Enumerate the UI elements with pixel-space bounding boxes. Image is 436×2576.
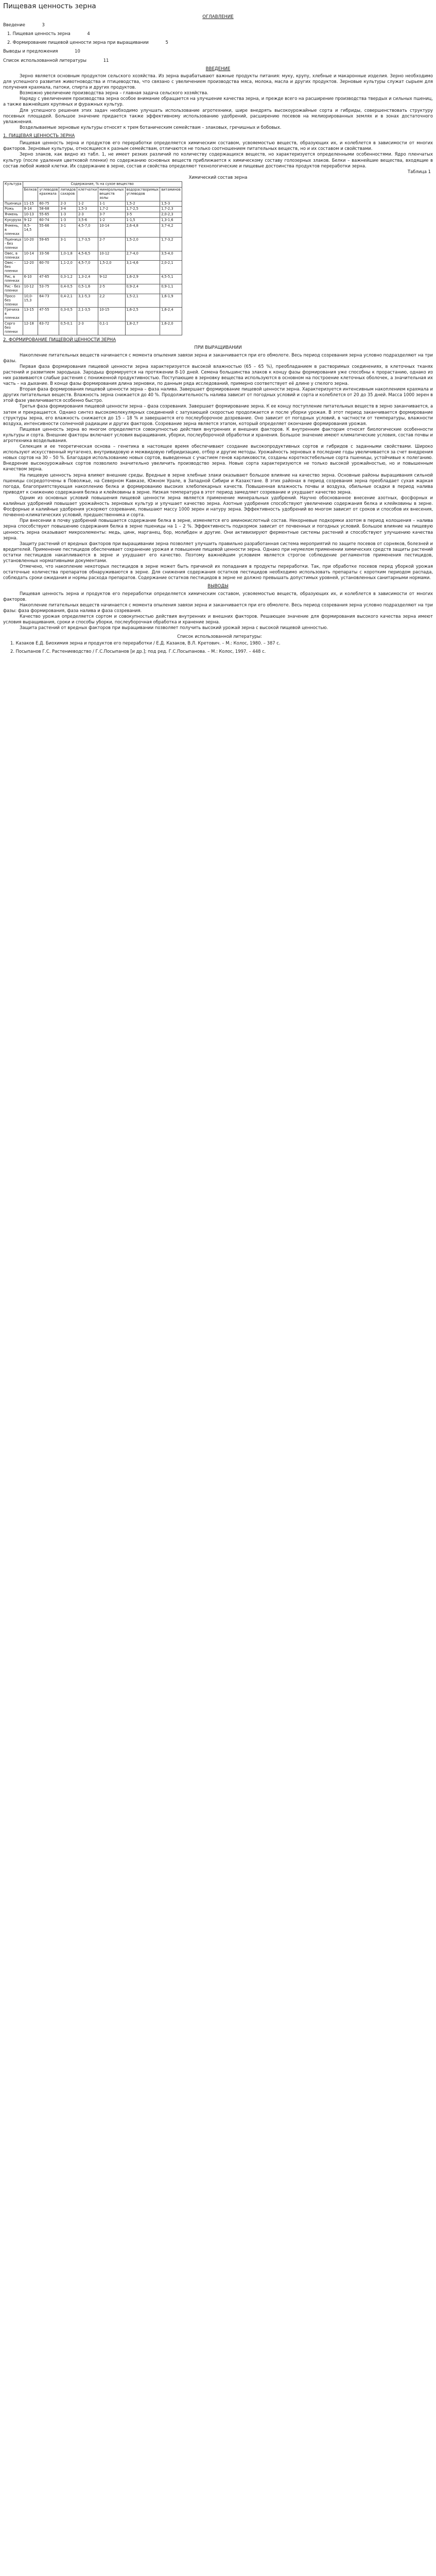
table-caption: Химический состав зерна <box>188 174 248 180</box>
table-cell: 10-20 <box>23 237 38 251</box>
table-cell: 0,9-1,1 <box>160 284 182 294</box>
table-cell: Рожь <box>4 207 23 212</box>
table-cell: Пшеница - без пленки <box>4 237 23 251</box>
table-cell: 2-5 <box>98 284 125 294</box>
table-header-cell: водорастворимых углеводов <box>125 187 160 201</box>
table-label: Таблица 1 <box>407 168 431 174</box>
table-cell: 2-3 <box>77 212 98 218</box>
table-cell: 60-75 <box>38 201 59 207</box>
section-2-body <box>0 352 436 581</box>
table-cell: 2,1-3,5 <box>77 308 98 321</box>
table-cell: 58-68 <box>38 207 59 212</box>
table-cell: 33-56 <box>38 251 59 261</box>
table-cell: 1-2 <box>77 201 98 207</box>
table-cell: 0,5-0,1 <box>59 321 77 335</box>
table-cell: 6-10 <box>23 275 38 284</box>
table-cell: 8-14 <box>23 207 38 212</box>
table-cell: 0,3-1,2 <box>59 275 77 284</box>
table-row <box>4 224 182 238</box>
table-cell: 0,1-1 <box>98 321 125 335</box>
section-2-subheading: ПРИ ВЫРАЩИВАНИИ <box>194 345 242 351</box>
table-cell: 4,5-7,0 <box>77 224 98 238</box>
section-2-paragraph: Одним из основных условий повышения пищевой ценности зерна является применение минеральных удобрений. Научно обоснованное внесение азотных, фосфорных и калийных удобрений повышает урожайность зерновых культур и улучшает качество зерна. Азотные удобрения способствуют увеличению содержания белка и клейковины в зерне. Фосфорные и калийные удобрения ускоряют созревание, повышают массу 1000 зерен и натуру зерна. Эффективность удобрений во многом зависит от сроков и способов их внесения, почвенно-климатических условий, предшественника и сорта. <box>3 495 433 518</box>
conclusions-paragraph: Накопление питательных веществ начинается с момента опыления завязи зерна и заканчивается при его обмолоте. Весь период созревания зерна условно подразделяют на три фазы: фаза формирования, фаза налива и фаза созревания. <box>3 602 433 613</box>
table-cell: 3-5 <box>125 212 160 218</box>
table-cell: 4,5-7,0 <box>77 261 98 275</box>
toc-item-label: Список использованной литературы <box>3 57 87 63</box>
table-cell: 55-65 <box>38 212 59 218</box>
section-2-paragraph: Отмечено, что накопление некоторых пестицидов в зерне может быть причиной их попадания в продукты переработки. Так, при обработке посевов перед уборкой урожая остаточные количества препаратов обнаруживаются в зерне. Для снижения содержания остатков пестицидов необходимо использовать препараты с коротким периодом распада, соблюдать сроки ожидания и нормы расхода препаратов. Содержание остатков пестицидов в зерне не должно превышать допустимых уровней, установленных санитарными нормами. <box>3 564 433 581</box>
table-header-group: Содержание, % на сухое вещество <box>23 181 182 187</box>
table-cell: 13-15 <box>23 308 38 321</box>
table-cell: 10,0-15,3 <box>23 294 38 308</box>
intro-paragraph: Наряду с увеличением производства зерна особое внимание обращается на улучшение качества зерна, и прежде всего на расширение производства твердых и сильных пшениц, а также важнейших крупяных и фуражных культур. <box>3 96 433 107</box>
table-cell: 11-15 <box>23 201 38 207</box>
table-cell: 1-1,5 <box>125 218 160 224</box>
table-cell: 3,1-4,6 <box>125 261 160 275</box>
table-cell: 10-12 <box>98 251 125 261</box>
table-row <box>4 201 182 207</box>
table-cell: 3-1 <box>59 237 77 251</box>
table-cell: 2,0-2,1 <box>160 261 182 275</box>
toc-item-section-2[interactable] <box>7 40 435 45</box>
section-2-paragraph: Вторая фаза формирования пищевой ценности зерна – фаза налива. Завершает формирование пищевой ценности зерна. Характеризуется интенсивным накоплением крахмала и других питательных веществ. Влажность зерна снижается до 40 %. Продолжительность налива зависит от погодных условий и сорта и колеблется от 20 до 35 дней. Масса 1000 зерен в этой фазе увеличивается особенно быстро. <box>3 386 433 403</box>
table-cell: 60-70 <box>38 261 59 275</box>
table-cell: 0,4-0,5 <box>59 284 77 294</box>
table-row <box>4 294 182 308</box>
table-cell: 3-7 <box>98 212 125 218</box>
table-cell: 4,5-5,1 <box>160 275 182 284</box>
table-cell: 1,6-1,9 <box>160 294 182 308</box>
table-cell: 2-7 <box>98 237 125 251</box>
table-cell: Просо без пленки <box>4 294 23 308</box>
conclusions-paragraph: Защита растений от вредных факторов при выращивании позволяет получить высокий урожай зерна с высокой пищевой ценностью. <box>20 625 328 631</box>
table-cell: 10-12 <box>23 284 38 294</box>
table-cell: 0,5-1,6 <box>77 284 98 294</box>
table-cell: 0,4-2,1 <box>59 294 77 308</box>
table-cell: Овес - без пленки <box>4 261 23 275</box>
section-2-paragraph: Первая фаза формирования пищевой ценности зерна характеризуется высокой влажностью (65 – 65 %), преобладанием в растворимых соединениях, в клеточных тканях растений и развитием зародыша. Зародыш формируется на протяжении 8-10 дней. Семена большинства злаков к концу фазы формирования уже способны к прорастанию, однако из них развиваются слабые растения с пониженной продуктивностью. Поступающие в зерновку вещества используются в основном на построение клеточных оболочек, а значительная их часть – на дыхание. В конце фазы формирования длина зерновки, по данным ряда исследований, примерно соответствует её длине у спелого зерна. <box>3 363 433 386</box>
table-cell: 3,7-4,2 <box>160 224 182 238</box>
table-cell: 47-65 <box>38 275 59 284</box>
table-header-row <box>4 187 182 201</box>
references-section <box>3 634 436 654</box>
table-cell: Кукуруза <box>4 218 23 224</box>
toc-item-label: Выводы и предложения <box>3 48 58 54</box>
table-cell: 63-72 <box>38 321 59 335</box>
section-2-paragraph: На пищевую ценность зерна влияют внешние среды. Вредные в зерне хлебные злаки оказывают большое влияние на качество зерна. Основные районы выращивания сильной пшеницы сосредоточены в Поволжье, на Северном Кавказе, Южном Урале, в Западной Сибири и Казахстане. В этих районах в период созревания зерна преобладает сухая жаркая погода, благоприятствующая накоплению белка и формированию высоких хлебопекарных качеств. Повышенная влажность почвы и воздуха, обильные осадки в период налива приводят к снижению содержания белка и клейковины в зерне. Низкая температура в этот период замедляет созревание и ухудшает качество зерна. <box>3 472 433 495</box>
table-cell: 1,1-2,0 <box>59 261 77 275</box>
table-cell: 60-74 <box>38 218 59 224</box>
reference-item: 2. Посыпанов Г.С. Растениеводство / Г.С.Посыпанов [и др.]; под ред. Г.С.Посыпанова. – М.: Колос, 1997. – 448 с. <box>10 648 266 654</box>
intro-body <box>0 73 436 130</box>
table-row <box>4 308 182 321</box>
table-cell: 8,5-14,5 <box>23 224 38 238</box>
table-row <box>4 261 182 275</box>
table-cell: 1,6-2,5 <box>125 308 160 321</box>
table-cell: 53-75 <box>38 284 59 294</box>
table-header-cell: Белков <box>23 187 38 201</box>
section-1-heading: 1. ПИЩЕВАЯ ЦЕННОСТЬ ЗЕРНА <box>3 133 75 139</box>
reference-item: 1. Казаков Е.Д. Биохимия зерна и продуктов его переработки / Е.Д. Казаков, В.Л. Кретович. – М.: Колос, 1980. – 387 с. <box>10 640 281 646</box>
table-row <box>4 251 182 261</box>
toc-item-section-1[interactable] <box>7 31 435 37</box>
table-cell: 1,7-2 <box>98 207 125 212</box>
table-row <box>4 207 182 212</box>
table-cell: 2-3 <box>59 201 77 207</box>
table-cell: 0,3-0,5 <box>59 308 77 321</box>
toc-item-intro[interactable] <box>3 22 435 28</box>
toc-item-label: 1. Пищевая ценность зерна <box>7 31 71 37</box>
table-cell: 3-1 <box>59 224 77 238</box>
table-cell: 64-73 <box>38 294 59 308</box>
table-body <box>4 201 182 335</box>
chemical-composition-table <box>3 181 182 335</box>
toc-item-page: 4 <box>87 31 90 37</box>
toc-item-references[interactable] <box>3 58 435 63</box>
table-cell: 3,5-4,0 <box>160 251 182 261</box>
table-cell: 2,7-4,0 <box>125 251 160 261</box>
table-cell: 1,3-2,4 <box>77 275 98 284</box>
table-cell: 1-3 <box>59 212 77 218</box>
table-header-cell: липидов сахаров <box>59 187 77 201</box>
table-cell: 10-14 <box>23 251 38 261</box>
conclusions-paragraph: Качество урожая определяется сортом и совокупностью действия внутренних и внешних факторов. Решающее значение для формирования высокого качества зерна имеют условия выращивания, сроки и способы уборки, послеуборочная обработка и хранение зерна. <box>3 614 433 625</box>
toc-item-page: 3 <box>42 22 45 28</box>
table-header-cell: углеводов крахмала <box>38 187 59 201</box>
table-cell: Ячмень <box>4 212 23 218</box>
section-2-paragraph: Накопление питательных веществ начинается с момента опыления завязи зерна и заканчивается при его обмолоте. Весь период созревания зерна условно подразделяют на три фазы. <box>3 352 433 363</box>
table-cell: 1,6-2,9 <box>125 275 160 284</box>
intro-paragraph: Для успешного решения этих задач необходимо улучшать использование агротехники, шире внедрять высокоурожайные сорта и гибриды, совершенствовать структуру посевных площадей. Большое значение придается также эффективному использованию удобрений, расширению посевов на мелиорированных землях и в зонах достаточного увлажнения. <box>3 107 433 124</box>
table-cell: Овес, в пленках <box>4 251 23 261</box>
table-cell: Рис, в пленках <box>4 275 23 284</box>
table-row <box>4 284 182 294</box>
table-cell: 12-18 <box>23 321 38 335</box>
section-2-paragraph: Третья фаза формирования пищевой ценности зерна – фаза созревания. Завершает формирование зерна. К ее концу поступление питательных веществ в зерно заканчивается, а затем и прекращается. Однако синтез высокомолекулярных соединений с затухающей скоростью продолжается и после уборки урожая. В этот период заканчивается формирование структуры зерна, его влажность снижается до 15 – 18 % и завершается его послеуборочное дозревание. Оно зависит от погодных условий, в частности от температуры, влажности воздуха, интенсивности солнечной радиации и других факторов. Созревание зерна является этапом, который определяет окончание формирования урожая. <box>3 403 433 426</box>
section-2-paragraph: При внесении в почву удобрений повышается содержание белка в зерне, изменяется его аминокислотный состав. Некорневые подкормки азотом в период колошения – налива зерна способствуют повышению содержания белка в зерне пшеницы на 1 – 2 %. Эффективность подкормок зависит от почвенных и погодных условий. Большое влияние на пищевую ценность зерна оказывают микроэлементы: медь, цинк, марганец, бор, молибден и другие. Они активизируют ферментные системы растений и способствуют улучшению качества зерна. <box>3 518 433 540</box>
intro-paragraph: Возможно увеличение производства зерна – главная задача сельского хозяйства. <box>20 90 208 96</box>
conclusions-heading: ВЫВОДЫ <box>207 584 229 589</box>
table-of-contents <box>3 22 435 63</box>
table-cell: Сорго без пленки <box>4 321 23 335</box>
table-cell: 1,5-2,1 <box>125 294 160 308</box>
table-row <box>4 212 182 218</box>
table-cell: 2-3 <box>77 321 98 335</box>
section-2-paragraph: Защиту растений от вредных факторов при выращивании зерна позволяет улучшить правильно разработанная система мероприятий по защите посевов от сорняков, болезней и вредителей. Применение пестицидов обеспечивает сохранение урожая и повышение пищевой ценности зерна. Однако при неумелом применении химических средств защиты растений остатки пестицидов накапливаются в зерне и ухудшают его качество. Поэтому важнейшим условием является строгое соблюдение регламентов применения пестицидов, установленных нормативными документами. <box>3 540 433 563</box>
toc-heading: ОГЛАВЛЕНИЕ <box>202 14 234 20</box>
table-cell: 1,5-3 <box>77 207 98 212</box>
table-cell: Пшеница <box>4 201 23 207</box>
table-cell: 1,5-2 <box>125 201 160 207</box>
table-cell: 1,0-1,8 <box>59 251 77 261</box>
toc-item-label: 2. Формирование пищевой ценности зерна при выращивании <box>7 40 149 45</box>
table-cell: Рис - без пленки <box>4 284 23 294</box>
table-cell: 3,5-6 <box>77 218 98 224</box>
table-cell: 1,3-1,6 <box>160 218 182 224</box>
section-1-paragraph: Пищевая ценность зерна и продуктов его переработки определяется химическим составом, усвояемостью веществ, образующих их, и колеблется в зависимости от многих факторов. Зерновые культуры, относящиеся к разным семействам, отличаются не только соотношением питательных веществ, но и их составом и свойствами. <box>3 140 433 151</box>
table-cell: 1,7-2,5 <box>125 207 160 212</box>
table-cell: 1,7-3,5 <box>77 237 98 251</box>
table-cell: 47-55 <box>38 308 59 321</box>
section-1-body <box>0 140 436 168</box>
intro-paragraph: Зерно является основным продуктом сельского хозяйства. Из зерна вырабатывают важные продукты питания: муку, крупу, хлебные и макаронные изделия. Зерно необходимо для успешного развития животноводства и птицеводства, что связано с увеличением производства мяса, молока, масла и других продуктов. Зерновые культуры служат сырьем для получения крахмала, патоки, спирта и других продуктов. <box>3 73 433 90</box>
table-cell: 1-3 <box>59 218 77 224</box>
table-header-cell: клетчатки <box>77 187 98 201</box>
table-cell: 10-13 <box>23 212 38 218</box>
table-cell: 12-20 <box>23 261 38 275</box>
conclusions-paragraph: Пищевая ценность зерна и продуктов его переработки определяется химическим составом, усвояемостью веществ, образующих их, и колеблется в зависимости от многих факторов. <box>3 590 433 602</box>
table-cell: Гречиха в пленках <box>4 308 23 321</box>
table-cell: 0,9-2,4 <box>125 284 160 294</box>
table-cell: 1,8-2,7 <box>125 321 160 335</box>
intro-heading: ВВЕДЕНИЕ <box>205 66 231 72</box>
table-cell: 2,2 <box>98 294 125 308</box>
table-row <box>4 275 182 284</box>
table-cell: 1-2 <box>98 218 125 224</box>
table-cell: 1-1 <box>98 201 125 207</box>
table-cell: 59-65 <box>38 237 59 251</box>
toc-item-conclusions[interactable] <box>3 48 435 54</box>
table-cell: 1,5-2,0 <box>98 261 125 275</box>
table-header-cell: витаминов <box>160 187 182 201</box>
toc-item-page: 10 <box>75 48 80 54</box>
section-2-paragraph: Селекция и ее теоретическая основа – генетика в настоящее время обеспечивают создание высокопродуктивных сортов и гибридов с заданными свойствами. Широко используют искусственный мутагенез, внутривидовую и межвидовую гибридизацию, отбор и другие методы. Урожайность зерновых в последние годы увеличивается за счет внедрения новых сортов на 30 – 50 %. Благодаря использованию новых сортов, выведенных с участием генов карликовости, созданы короткостебельные сорта пшеницы, устойчивые к полеганию. Внедрение высокоурожайных сортов позволило значительно увеличить производство зерна. Новые сорта характеризуются не только высокой урожайностью, но и повышенным качеством зерна. <box>3 444 433 472</box>
table-cell: 2,6-4,8 <box>125 224 160 238</box>
table-cell: 10-15 <box>98 308 125 321</box>
conclusions-body <box>0 591 436 631</box>
toc-item-label: Введение <box>3 22 25 28</box>
table-cell: 3-4 <box>59 207 77 212</box>
table-cell: 3,1-5,3 <box>77 294 98 308</box>
table-cell: 1,6-2,4 <box>160 308 182 321</box>
section-2-paragraph: Пищевая ценность зерна во многом определяется совокупностью действия внутренних и внешних факторов. К внутренним факторам относят биологические особенности культуры и сорта. Внешние факторы включают условия выращивания, уборки, послеуборочной обработки и хранения. Большое значение имеют климатические условия, состав почвы и агротехника возделывания. <box>3 426 433 443</box>
table-cell: 9-12 <box>23 218 38 224</box>
table-cell: 55-66 <box>38 224 59 238</box>
table-cell: 1,5-3 <box>160 201 182 207</box>
toc-item-page: 11 <box>103 57 109 63</box>
toc-item-page: 5 <box>165 40 168 45</box>
table-cell: 10-14 <box>98 224 125 238</box>
table-row <box>4 237 182 251</box>
section-1-paragraph: Зерно злаков, как видно из табл. 1, не имеет резких различий по количеству содержащихся веществ, но характеризуется определенными особенностями. Ядро пленчатых культур (после удаления цветковой пленки) по содержанию основных веществ приближается к химическому составу голозерных злаков. Белки – важнейшие вещества, входящие в состав любой живой клетки. Их содержание в зерне, состав и свойства определяют технологические и пищевые достоинства продуктов переработки зерна. <box>3 151 433 168</box>
table-cell: 9-12 <box>98 275 125 284</box>
table-cell: 1,6-2,0 <box>160 321 182 335</box>
table-cell: 2,0-2,3 <box>160 212 182 218</box>
intro-paragraph: Возделываемые зерновые культуры относят к трем ботаническим семействам – злаковых, гречишных и бобовых. <box>20 124 282 130</box>
section-2-heading: 2. ФОРМИРОВАНИЕ ПИЩЕВОЙ ЦЕННОСТИ ЗЕРНА <box>3 337 116 343</box>
document-title: Пищевая ценность зерна <box>3 2 96 10</box>
table-header-cell: Культура <box>4 181 23 201</box>
table-header-cell: минеральных веществ золы <box>98 187 125 201</box>
table-row <box>4 321 182 335</box>
table-cell: 4,5-6,5 <box>77 251 98 261</box>
table-cell: 1,7-3,2 <box>160 237 182 251</box>
table-cell: 1,7-2,3 <box>160 207 182 212</box>
table-row <box>4 218 182 224</box>
references-heading: Список использованной литературы: <box>177 634 262 639</box>
table-cell: 1,5-2,0 <box>125 237 160 251</box>
table-cell: Ячмень, в пленках <box>4 224 23 238</box>
